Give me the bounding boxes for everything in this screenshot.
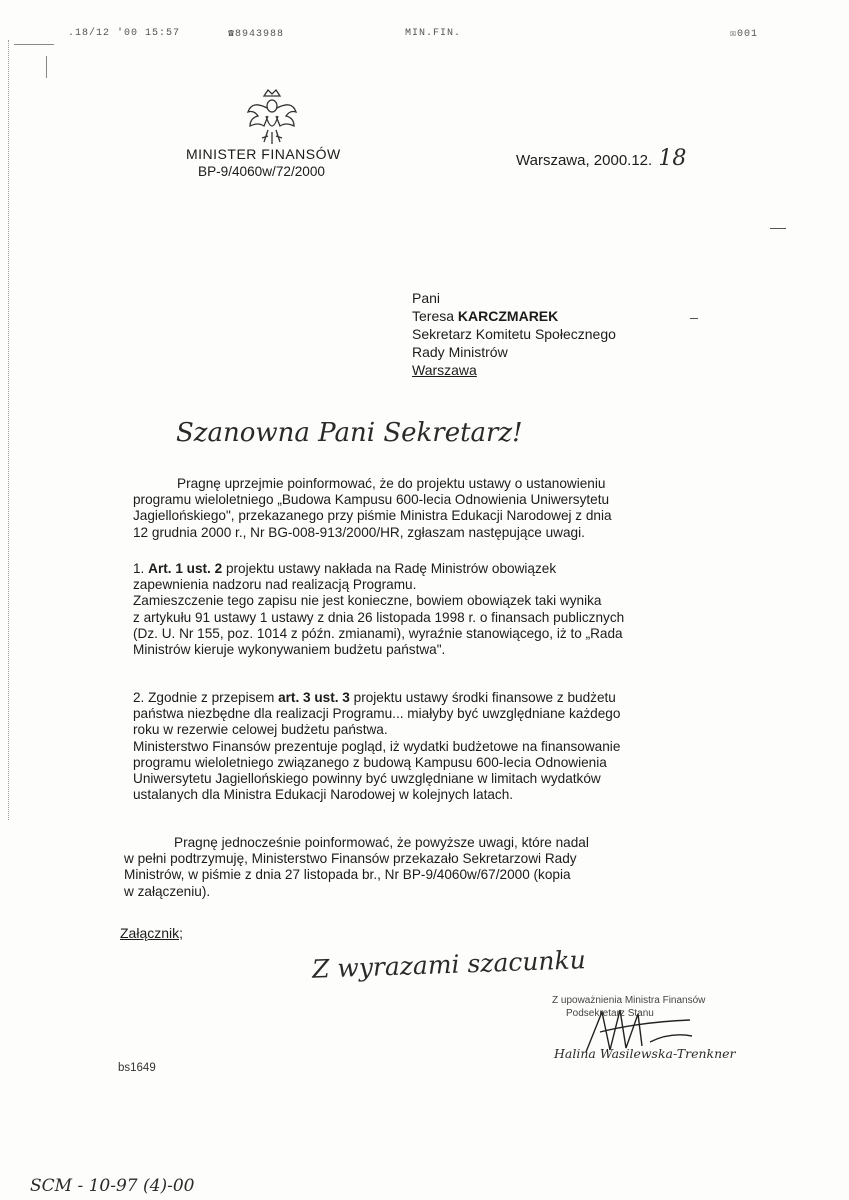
fax-datetime: .18/12 '00 15:57 <box>68 28 181 39</box>
intro-line: Jagiellońskiego", przekazanego przy piśmie Ministra Edukacji Narodowej z dnia <box>133 508 612 524</box>
recipient-position: Sekretarz Komitetu Społecznego <box>412 326 616 342</box>
date-day-handwritten: 18 <box>658 146 687 171</box>
fax-number: ☎8943988 <box>228 29 285 40</box>
recipient-city: Warszawa <box>412 362 477 378</box>
scan-mark-tick <box>46 56 47 78</box>
closing-line: w załączeniu). <box>124 883 211 899</box>
institution-name: MINISTER FINANSÓW <box>186 146 341 162</box>
point-1-line: z artykułu 91 ustawy 1 ustawy z dnia 26 listopada 1998 r. o finansach publicznych <box>133 609 625 625</box>
point-1-line: Ministrów kieruje wykonywaniem budżetu państwa". <box>133 642 446 658</box>
recipient-first-name: Teresa <box>412 308 455 324</box>
point-1-line: Zamieszczenie tego zapisu nie jest konieczne, bowiem obowiązek taki wynika <box>133 593 602 609</box>
intro-line: Pragnę uprzejmie poinformować, że do projektu ustawy o ustanowieniu <box>177 476 606 491</box>
point-1-first-line <box>133 561 701 577</box>
point-2-line: projektu ustawy środki finansowe z budżetu <box>353 690 616 705</box>
point-1-number: 1. <box>133 561 145 576</box>
place-date <box>516 146 686 171</box>
point-1-reference: Art. 1 ust. 2 <box>148 561 223 576</box>
point-1-line: (Dz. U. Nr 155, poz. 1014 z późn. zmianami), wyraźnie stanowiącego, iż to „Rada <box>133 625 623 641</box>
closing-line: w pełni podtrzymuję, Ministerstwo Finansów przekazało Sekretarzowi Rady <box>124 851 577 867</box>
point-2-paragraph <box>133 690 701 803</box>
point-2-reference: art. 3 ust. 3 <box>278 690 350 705</box>
point-2-line: Uniwersytetu Jagiellońskiego powinny być uwzględniane w limitach wydatków <box>133 771 601 787</box>
recipient-salutation: Pani <box>412 290 441 306</box>
stamp-line-title: Podsekretarz Stanu <box>566 1008 654 1019</box>
recipient-organization: Rady Ministrów <box>412 344 508 360</box>
recipient-last-name: KARCZMAREK <box>457 308 559 324</box>
polish-eagle-emblem-icon <box>244 86 300 148</box>
scan-mark-line <box>14 44 54 45</box>
intro-paragraph <box>133 476 701 541</box>
point-2-line: programu wieloletniego związanego z budową Kampusu 600-lecia Odnowienia <box>133 754 607 770</box>
point-2-line: ustalanych dla Ministra Edukacji Narodowej w kolejnych latach. <box>133 787 514 803</box>
handwritten-greeting: Szanowna Pani Sekretarz! <box>176 418 523 448</box>
scan-mark-dash <box>770 228 786 229</box>
closing-line: Ministrów, w piśmie z dnia 27 listopada br., Nr BP-9/4060w/67/2000 (kopia <box>124 867 571 883</box>
fax-page-code: ☒001 <box>730 29 759 40</box>
bottom-handwritten-registration: SCM - 10-97 (4)-00 <box>30 1176 195 1196</box>
recipient-block <box>412 289 616 379</box>
point-1-line: zapewnienia nadzoru nad realizacją Programu. <box>133 577 417 593</box>
place-date-text: Warszawa, 2000.12. <box>516 152 653 169</box>
closing-paragraph <box>124 835 701 900</box>
point-2-line: państwa niezbędne dla realizacji Programu... miałyby być uwzględniane każdego <box>133 706 621 722</box>
handwritten-closing: Z wyrazami szacunku <box>311 945 587 984</box>
stamp-line-authorization: Z upoważnienia Ministra Finansów <box>552 995 706 1006</box>
point-1-line: projektu ustawy nakłada na Radę Ministrów obowiązek <box>225 561 557 576</box>
point-2-line: roku w rezerwie celowej budżetu państwa. <box>133 722 388 738</box>
attachment-label: Załącznik; <box>120 925 184 941</box>
scan-edge-marks <box>8 40 12 820</box>
intro-line: 12 grudnia 2000 r., Nr BG-008-913/2000/HR, zgłaszam następujące uwagi. <box>133 524 585 540</box>
point-2-prefix: 2. Zgodnie z przepisem <box>133 690 275 705</box>
scan-mark-dash-2 <box>690 318 698 319</box>
document-code: bs1649 <box>118 1062 156 1074</box>
closing-line: Pragnę jednocześnie poinformować, że powyższe uwagi, które nadal <box>174 835 589 850</box>
recipient-name <box>412 307 616 325</box>
fax-sender: MIN.FIN. <box>405 28 462 39</box>
signer-name: Halina Wasilewska-Trenkner <box>554 1046 736 1061</box>
point-1-paragraph <box>133 561 701 658</box>
intro-line: programu wieloletniego „Budowa Kampusu 600-lecia Odnowienia Uniwersytetu <box>133 492 610 508</box>
point-2-line: Ministerstwo Finansów prezentuje pogląd, iż wydatki budżetowe na finansowanie <box>133 738 621 754</box>
point-2-first-line <box>133 690 701 706</box>
reference-number: BP-9/4060w/72/2000 <box>198 164 325 179</box>
